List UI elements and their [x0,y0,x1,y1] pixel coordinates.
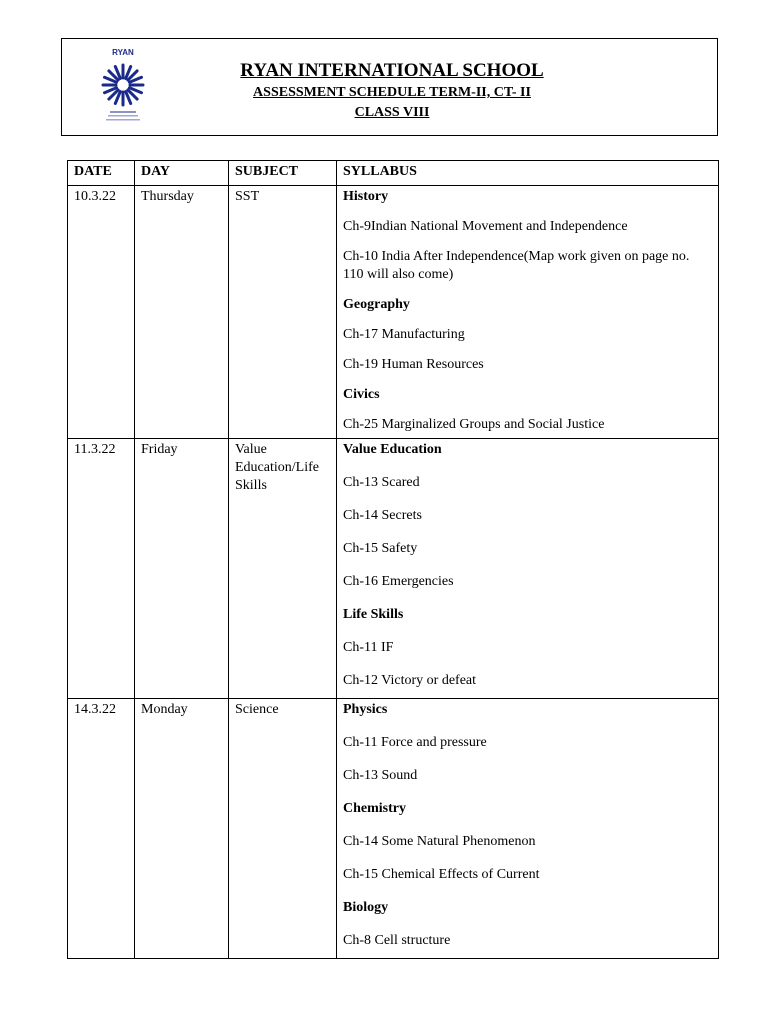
syllabus-chapter: Ch-14 Some Natural Phenomenon [343,834,536,849]
syllabus-chapter: Ch-19 Human Resources [343,357,484,372]
subject-cell: Science [229,699,337,959]
header-syllabus: SYLLABUS [337,161,719,186]
syllabus-chapter: Ch-25 Marginalized Groups and Social Justice [343,417,605,432]
title-block [202,59,582,123]
table-row [68,186,719,439]
date-cell: 10.3.22 [68,186,135,439]
syllabus-chapter: Ch-11 IF [343,640,394,655]
class-name: CLASS VIII [354,105,430,120]
assessment-schedule-table [67,160,719,959]
syllabus-chapter: Ch-8 Cell structure [343,933,451,948]
syllabus-chapter: Ch-14 Secrets [343,508,422,523]
syllabus-chapter: Ch-13 Sound [343,768,418,783]
syllabus-chapter: Ch-13 Scared [343,475,420,490]
sunburst-logo-icon [96,57,150,125]
subject-cell: Value Education/Life Skills [229,439,337,699]
table-row [68,699,719,959]
school-logo [96,47,150,127]
syllabus-cell [337,439,719,699]
schedule-title: ASSESSMENT SCHEDULE TERM-II, CT- II [253,85,531,100]
syllabus-heading: Value Education [343,442,442,457]
logo-text: RYAN [112,48,134,57]
day-cell: Friday [135,439,229,699]
syllabus-heading: Chemistry [343,801,406,816]
header-day: DAY [135,161,229,186]
syllabus-heading: Civics [343,387,380,402]
header-date: DATE [68,161,135,186]
header-subject: SUBJECT [229,161,337,186]
syllabus-chapter: Ch-9Indian National Movement and Independence [343,219,628,234]
syllabus-chapter: Ch-10 India After Independence(Map work given on page no. 110 will also come) [343,249,690,282]
syllabus-heading: Biology [343,900,389,915]
syllabus-chapter: Ch-16 Emergencies [343,574,454,589]
syllabus-cell [337,699,719,959]
syllabus-chapter: Ch-15 Safety [343,541,418,556]
subject-cell: SST [229,186,337,439]
table-header-row [68,161,719,186]
syllabus-chapter: Ch-15 Chemical Effects of Current [343,867,540,882]
day-cell: Thursday [135,186,229,439]
school-name: RYAN INTERNATIONAL SCHOOL [240,60,544,81]
date-cell: 11.3.22 [68,439,135,699]
syllabus-chapter: Ch-17 Manufacturing [343,327,465,342]
syllabus-heading: Life Skills [343,607,404,622]
day-cell: Monday [135,699,229,959]
syllabus-cell [337,186,719,439]
syllabus-chapter: Ch-11 Force and pressure [343,735,487,750]
syllabus-heading: Geography [343,297,410,312]
syllabus-heading: Physics [343,702,388,717]
syllabus-chapter: Ch-12 Victory or defeat [343,673,477,688]
syllabus-heading: History [343,189,389,204]
date-cell: 14.3.22 [68,699,135,959]
header-box [61,38,718,136]
table-row [68,439,719,699]
